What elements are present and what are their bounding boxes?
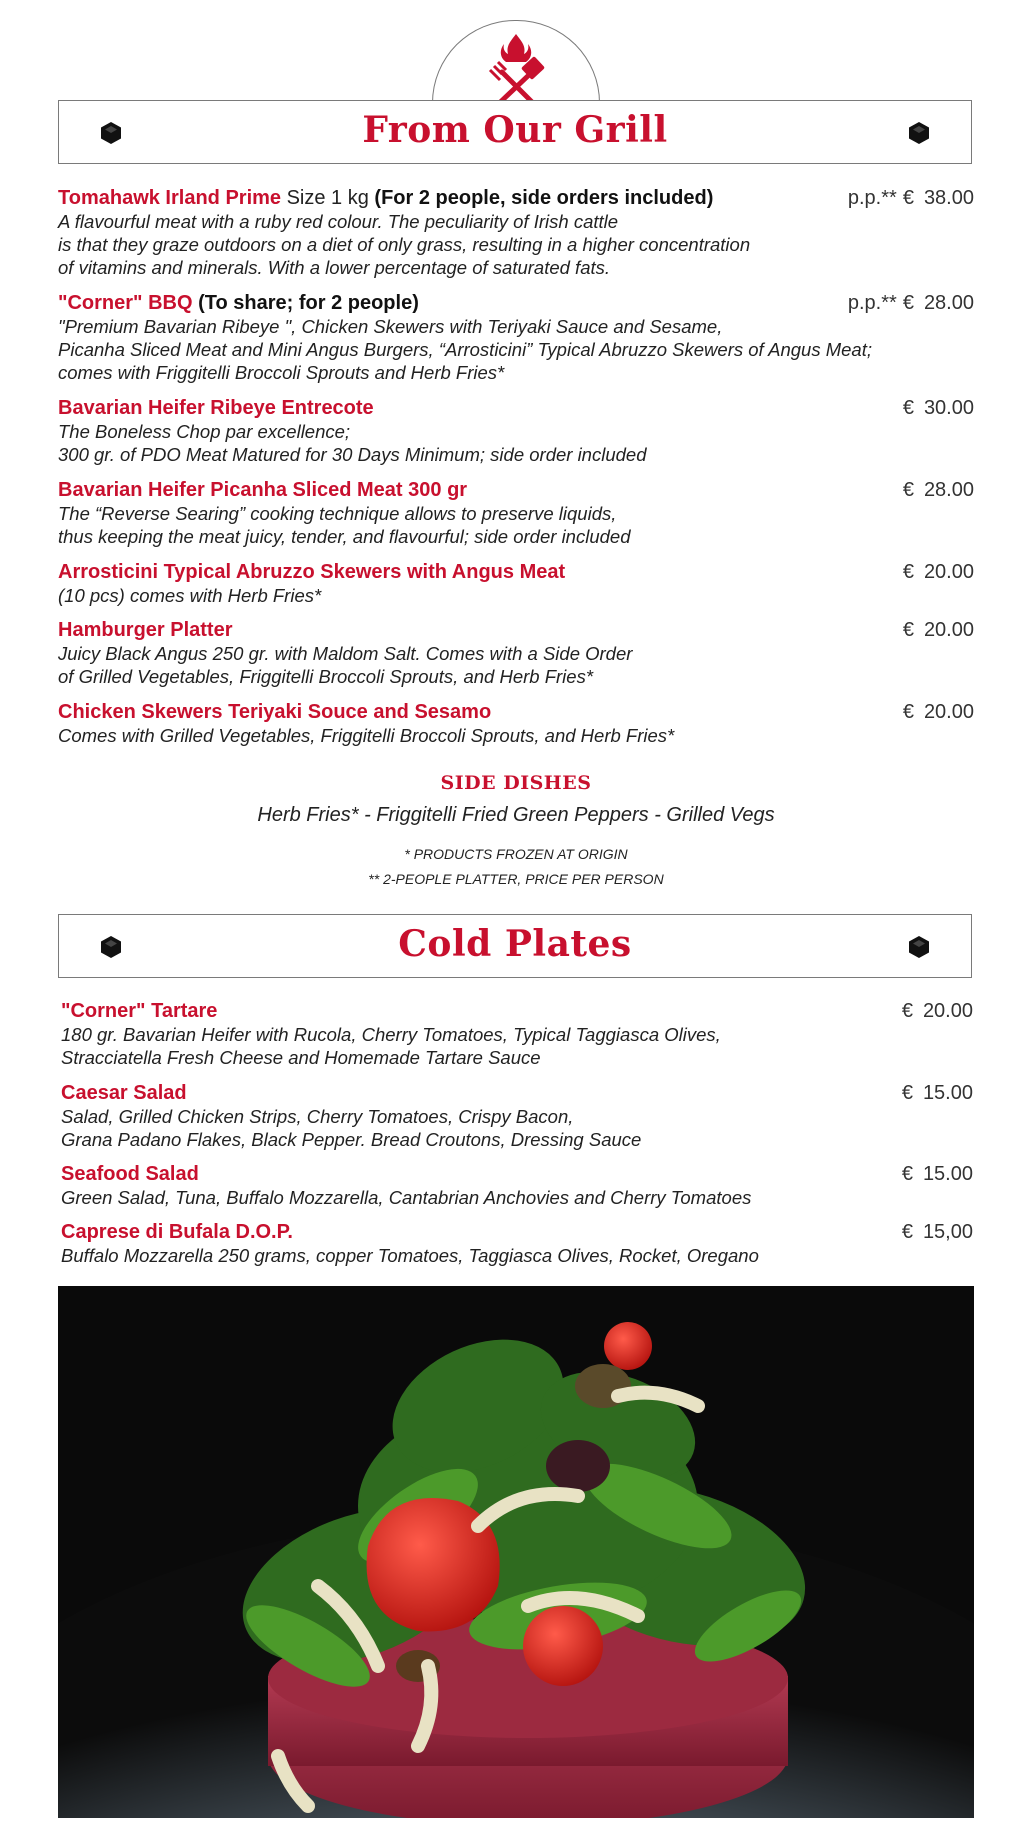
item-name: Bavarian Heifer Picanha Sliced Meat 300 gr — [58, 479, 468, 501]
tartare-illustration — [58, 1286, 974, 1818]
cold-section-header — [58, 914, 972, 978]
item-name: Caesar Salad — [61, 1082, 187, 1104]
item-description: Buffalo Mozzarella 250 grams, copper Tomatoes, Taggiasca Olives, Rocket, Oregano — [61, 1245, 759, 1266]
item-price: € 15,00 — [901, 1221, 973, 1243]
item-name: "Corner" BBQ — [58, 292, 193, 314]
item-name: Hamburger Platter — [58, 619, 233, 641]
menu-item — [61, 1220, 973, 1267]
item-description: The Boneless Chop par excellence; 300 gr. of PDO Meat Matured for 30 Days Minimum; side order included — [58, 421, 647, 465]
footnote-frozen: * PRODUCTS FROZEN AT ORIGIN — [404, 846, 628, 862]
item-price: € 20.00 — [902, 701, 974, 723]
tartare-photo — [58, 1286, 974, 1818]
menu-item — [61, 1081, 973, 1151]
side-dishes-title: SIDE DISHES — [440, 772, 592, 794]
item-description: A flavourful meat with a ruby red colour. The peculiarity of Irish cattle is that they graze outdoors on a diet of only grass, resulting in a higher concentration of vitamins and minerals. With a lower percentage of saturated fats. — [58, 211, 751, 278]
item-price: € 15.00 — [901, 1082, 973, 1104]
menu-item — [58, 396, 974, 466]
item-name: Seafood Salad — [61, 1163, 199, 1185]
item-note: (To share; for 2 people) — [198, 292, 419, 314]
footnote-price-per-person: ** 2-PEOPLE PLATTER, PRICE PER PERSON — [368, 871, 664, 887]
item-price: € 30.00 — [902, 397, 974, 419]
item-price: € 20.00 — [901, 1000, 973, 1022]
item-price: € 20.00 — [902, 619, 974, 641]
item-name: Caprese di Bufala D.O.P. — [61, 1221, 293, 1243]
item-description: "Premium Bavarian Ribeye ", Chicken Skewers with Teriyaki Sauce and Sesame, Picanha Sliced Meat and Mini Angus Burgers, “Arrosticini” Typical Abruzzo Skewers of Angus Meat; comes with Friggitelli Broccoli Sprouts and Herb Fries* — [58, 316, 872, 383]
item-name: Bavarian Heifer Ribeye Entrecote — [58, 397, 374, 419]
item-name: Tomahawk Irland Prime — [58, 187, 282, 209]
item-size: Size 1 kg — [286, 187, 369, 209]
item-description: Juicy Black Angus 250 gr. with Maldom Salt. Comes with a Side Order of Grilled Vegetables, Friggitelli Broccoli Sprouts, and Herb Fries* — [58, 643, 633, 687]
menu-item — [58, 618, 974, 688]
hexagon-bullet-icon — [907, 935, 931, 959]
item-description: Comes with Grilled Vegetables, Friggitelli Broccoli Sprouts, and Herb Fries* — [58, 725, 675, 746]
menu-item — [61, 1162, 973, 1209]
item-note: (For 2 people, side orders included) — [374, 187, 714, 209]
section-title-cold: Cold Plates — [398, 923, 632, 965]
item-description: 180 gr. Bavarian Heifer with Rucola, Cherry Tomatoes, Typical Taggiasca Olives, Stracciatella Fresh Cheese and Homemade Tartare Sauce — [61, 1024, 721, 1068]
item-name: Chicken Skewers Teriyaki Souce and Sesamo — [58, 701, 492, 723]
hexagon-bullet-icon — [907, 121, 931, 145]
item-description: Green Salad, Tuna, Buffalo Mozzarella, Cantabrian Anchovies and Cherry Tomatoes — [61, 1187, 752, 1208]
menu-item — [58, 478, 974, 548]
item-price: € 20.00 — [902, 561, 974, 583]
menu-item — [58, 186, 974, 279]
menu-item — [58, 700, 974, 747]
item-price: € 28.00 — [902, 479, 974, 501]
grill-section-header — [58, 100, 972, 164]
menu-item — [61, 999, 973, 1069]
item-price: p.p.** € 38.00 — [847, 187, 974, 209]
item-name: "Corner" Tartare — [61, 1000, 218, 1022]
item-description: (10 pcs) comes with Herb Fries* — [58, 585, 322, 606]
menu-item — [58, 291, 974, 384]
item-description: Salad, Grilled Chicken Strips, Cherry Tomatoes, Crispy Bacon, Grana Padano Flakes, Black Pepper. Bread Croutons, Dressing Sauce — [61, 1106, 642, 1150]
item-price: € 15.00 — [901, 1163, 973, 1185]
section-title-grill: From Our Grill — [362, 109, 668, 151]
item-price: p.p.** € 28.00 — [847, 292, 974, 314]
item-name: Arrosticini Typical Abruzzo Skewers with Angus Meat — [58, 561, 566, 583]
side-dishes-list: Herb Fries* - Friggitelli Fried Green Peppers - Grilled Vegs — [257, 804, 775, 826]
menu-item — [58, 560, 974, 607]
item-description: The “Reverse Searing” cooking technique allows to preserve liquids, thus keeping the meat juicy, tender, and flavourful; side order included — [58, 503, 631, 547]
